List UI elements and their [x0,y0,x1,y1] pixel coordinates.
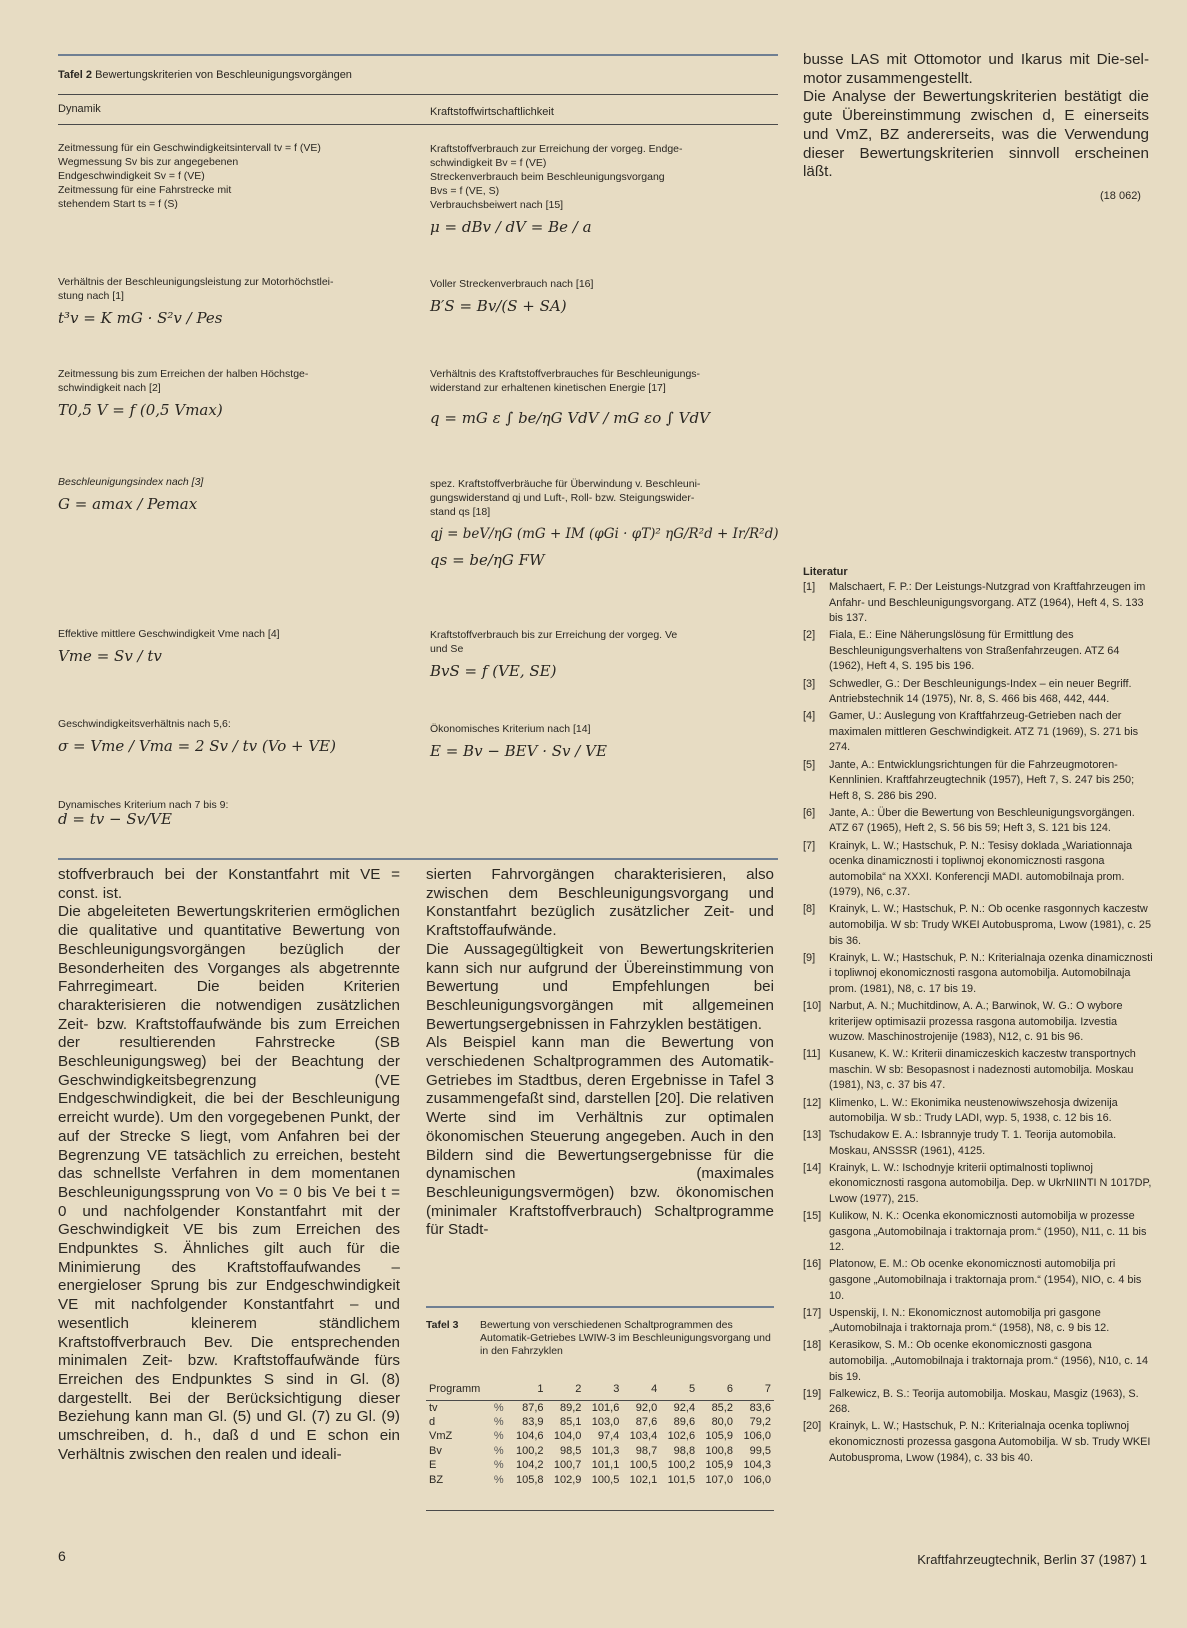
tafel2-right-formula-4b: qs = be/ηG FW [430,551,545,569]
literatur-text: Krainyk, L. W.; Hastschuk, P. N.: Ob ocenke rasgonnych kaczestw automobilja. W sb: Trudy WKEI Autobusproma, Lwow (1981), c. 25 bis 36. [829,903,1152,947]
tafel2-label: Tafel 2 [58,69,93,81]
literatur-number: [2] [803,629,816,642]
tafel2-caption [58,69,352,81]
tafel3-cell: 89,6 [673,1415,696,1428]
literatur-item [803,1047,1153,1094]
tafel3-cell: 83,9 [522,1415,544,1428]
tafel2-left-text-7: Dynamisches Kriterium nach 7 bis 9: [58,799,229,811]
tafel2-bottom-rule [58,858,778,860]
literatur-number: [16] [803,1258,822,1271]
tafel2-left-text-3: Zeitmessung bis zum Erreichen der halben Höchstge- schwindigkeit nach [2] [58,368,309,394]
literatur-text: Jante, A.: Über die Bewertung von Beschleunigungsvorgängen. ATZ 67 (1965), Heft 2, S. 56 bis 59; Heft 3, S. 121 bis 124. [829,806,1135,835]
tafel3-cell: 100,7 [553,1459,582,1472]
tafel3-cell: E [429,1459,437,1472]
col3-top-text [803,51,1149,182]
literatur-number: [10] [803,999,822,1012]
tafel2-left-cell-4 [58,475,388,511]
tafel3-cell: d [429,1415,436,1428]
page-number: 6 [58,1548,66,1564]
tafel3-cell: Bv [429,1444,442,1457]
literatur-text: Krainyk, L. W.; Hastschuk, P. N.: Kriterialnaja ocenka topliwnoj ekonomicznosti prozessa gasgona Automobilja. W sb. Trudy WKEI Autobusproma, Lwow (1984), c. 33 bis 40. [829,1420,1151,1464]
literatur-item [803,758,1153,805]
tafel3-cell: 85,2 [711,1401,733,1414]
tafel3-cell: VmZ [429,1430,453,1443]
literatur-number: [15] [803,1210,822,1223]
literatur-item [803,1338,1153,1385]
tafel2-left-cell-3 [58,367,388,417]
tafel3-cell: 83,6 [749,1401,771,1414]
literatur-item [803,839,1153,901]
col1-para-1: stoffverbrauch bei der Konstantfahrt mit VE = const. ist. [58,866,400,902]
tafel2-left-formula-3: T0,5 V = f (0,5 Vmax) [58,401,223,419]
literatur-item [803,806,1153,837]
literatur-number: [20] [803,1420,822,1433]
literatur-number: [12] [803,1096,822,1109]
tafel2-right-cell-2 [430,277,770,313]
tafel3-cell: 100,5 [629,1459,658,1472]
literatur-item [803,1161,1153,1208]
tafel3-row [426,1415,774,1430]
literatur-item [803,999,1153,1046]
tafel3-cell: BZ [429,1473,444,1486]
tafel3-cell: 101,1 [591,1459,620,1472]
tafel3-cell: 101,5 [667,1473,696,1486]
tafel2-left-text-1: Zeitmessung für ein Geschwindigkeitsintervall tv = f (VE) Wegmessung Sv bis zur angegebenen Endgeschwindigkeit Sv = f (VE) Zeitmessung für eine Fahrstrecke mit stehendem Start ts = f (S) [58,142,321,210]
col1-para-2: Die abgeleiteten Bewertungskriterien ermöglichen die qualitative und quantitative Bewertung von Beschleunigungsvorgängen bezüglich der Besonderheiten des Vorganges als abgetrennte Fahrregimeart. Die beiden Kriterien charakterisieren die notwendigen zusätzlichen Zeit- bzw. Kraftstoffaufwände bis zum Erreichen der resultierenden Fahrstrecke (SB Beschleunigungsweg) bei der Beachtung der Geschwindigkeitsbegrenzung (VE Endgeschwindigkeit, die bei der Beschleunigung erreicht wurde). Um den vorgegebenen Punkt, der auf der Strecke S liegt, vom Anfahren bei der Begrenzung VE tatsächlich zu erreichen, besteht das schnellste Verfahren in dem momentanen Beschleunigungssprung von Vo = 0 bis Ve bei t = 0 und nachfolgender Konstantfahrt mit der Geschwindigkeit VE bis zum Erreichen des Endpunktes S. Ähnliches gilt auch für die Minimierung des Kraftstoffaufwandes – energieloser Sprung bis zur Endgeschwindigkeit VE mit nachfolgender Konstantfahrt – und wesentlich kleinerem ständlichem Kraftstoffverbrauch Bev. Die entsprechenden minimalen Zeit- bzw. Kraftstoffaufwände fürs Erreichen des Endpunktes S sind in Gl. (8) dargestellt. Bei der Berücksichtigung dieser Beziehung kann man Gl. (5) und Gl. (7) zu Gl. (9) umschreiben, d. h., daß d und E schon ein Verhältnis zwischen den realen und ideali- [58,903,400,1463]
col2-para-1: sierten Fahrvorgängen charakterisieren, also zwischen dem Beschleunigungsvorgang und Konstantfahrt bezüglich zusätzlicher Zeit- und Kraftstoffaufwände. [426,866,774,940]
literatur-number: [18] [803,1339,822,1352]
tafel2-right-text-5: Kraftstoffverbrauch bis zur Erreichung der vorgeg. Ve und Se [430,629,678,655]
tafel2-right-text-1: Kraftstoffverbrauch zur Erreichung der vorgeg. Endge- schwindigkeit Bv = f (VE) Streckenverbrauch beim Beschleunigungsvorgang Bvs = f (VE, S) Verbrauchsbeiwert nach [15] [430,143,683,211]
tafel2-left-cell-6 [58,717,388,753]
tafel3-cell: 92,0 [635,1401,658,1414]
literatur-title: Literatur [803,566,848,578]
tafel3-h4: 3 [613,1382,620,1395]
tafel3-cell: 102,6 [667,1430,696,1443]
literatur-text: Gamer, U.: Auslegung von Kraftfahrzeug-Getrieben nach der maximalen mittleren Geschwindigkeit. ATZ 71 (1969), S. 271 bis 274. [829,710,1139,754]
tafel3-cell: 100,5 [591,1473,620,1486]
tafel2-left-formula-7: d = tv − Sv/VE [58,810,172,828]
literatur-text: Kerasikow, S. M.: Ob ocenke ekonomicznosti gasgona automobilja. „Automobilnaja i traktornaja prom.“ (1956), N10, c. 14 bis 19. [829,1339,1149,1383]
tafel3-cell: 102,9 [553,1473,582,1486]
tafel3-row [426,1444,774,1459]
literatur-number: [14] [803,1161,822,1174]
literatur-number: [6] [803,806,816,819]
tafel3-cell: 89,2 [560,1401,582,1414]
tafel3-cell: 101,3 [591,1444,620,1457]
tafel3-cell: 105,9 [705,1430,733,1443]
literatur-item [803,1128,1153,1159]
literatur-text: Kusanew, K. W.: Kriterii dinamiczeskich kaczestw transportnych maschin. W sb: Besopasnost i nadeznosti automobilja. Moskau (1981), N3, c. 37 bis 47. [829,1048,1136,1092]
tafel3-h2: 1 [537,1382,544,1395]
literatur-item [803,709,1153,756]
tafel2-left-cell-5 [58,627,388,663]
tafel3-h1 [491,1378,509,1400]
tafel3-bottom-rule [426,1510,774,1511]
tafel2-left-text-4: Beschleunigungsindex nach [3] [58,476,204,488]
tafel3-cell: 106,0 [743,1430,771,1443]
tafel2-left-cell-2 [58,275,388,325]
tafel3-cell: 104,2 [516,1459,544,1472]
tafel2-right-cell-4 [430,477,779,569]
tafel3-h6: 5 [688,1382,696,1395]
journal-footer: Kraftfahrzeugtechnik, Berlin 37 (1987) 1 [917,1552,1147,1567]
literatur-text: Kulikow, N. K.: Ocenka ekonomicznosti automobilja w prozesse gasgona „Automobilnaja i traktornaja prom.“ (1950), N11, c. 11 bis 12. [829,1210,1147,1254]
col3-para-1: busse LAS mit Ottomotor und Ikarus mit Die-selmotor zusammengestellt. [803,51,1149,87]
tafel2-subheader-rule [58,124,778,125]
literatur-item [803,580,1153,627]
tafel2-right-text-2: Voller Streckenverbrauch nach [16] [430,278,594,290]
literatur-number: [13] [803,1129,822,1142]
tafel2-head-kraftstoff: Kraftstoffwirtschaftlichkeit [430,106,554,118]
tafel3-cell: 105,9 [705,1459,733,1472]
literatur-text: Platonow, E. M.: Ob ocenke ekonomicznosti automobilja pri gasgone „Automobilnaja i traktornaja prom.“ (1954), NIO, c. 4 bis 10. [829,1258,1142,1302]
tafel3-cell: 87,6 [522,1401,544,1414]
tafel2-left-text-2: Verhältnis der Beschleunigungsleistung zur Motorhöchstlei- stung nach [1] [58,276,334,302]
literatur-item [803,628,1153,675]
tafel3-cell: 98,5 [560,1444,582,1457]
literatur-text: Narbut, A. N.; Muchitdinow, A. A.; Barwinok, W. G.: O wybore kriterijew optimisazii prozessa rasgona automobilja. Izvestia wuzow. Maschinostrojenije (1983), N12, c. 91 bis 96. [829,999,1123,1044]
literatur-number: [8] [803,903,816,916]
tafel2-header-rule [58,94,778,95]
literatur-text: Krainyk, L. W.; Hastschuk, P. N.: Tesisy doklada „Wariationnaja ocenka dinamicznosti i topliwnoj ekonomicznosti rasgona automobila“ na XXXI. Konferencji MADI. automobilnaja prom. (1979), N6, c.37. [829,839,1133,899]
tafel3-cell: % [493,1473,504,1486]
tafel3-cell: tv [429,1401,438,1414]
tafel3-row [426,1458,774,1473]
tafel3-cell: 100,2 [516,1444,544,1457]
tafel3-cell: 79,2 [749,1415,771,1428]
tafel3-top-rule [426,1306,774,1308]
literatur-text: Fiala, E.: Eine Näherungslösung für Ermittlung des Beschleunigungsverhaltens von Straßenfahrzeugen. ATZ 64 (1962), Heft 4, S. 195 bis 196. [829,629,1120,673]
tafel2-left-cell-1 [58,141,388,211]
tafel3-cell: 106,0 [743,1473,771,1486]
tafel3-header-row [426,1378,774,1400]
tafel2-right-text-6: Ökonomisches Kriterium nach [14] [430,723,591,735]
literatur-text: Krainyk, L. W.; Hastschuk, P. N.: Kriterialnaja ozenka dinamicznosti i topliwnoj ekonomicznosti rasgona automobilja. Automobilnaja prom. (1981), N8, c. 17 bis 19. [829,951,1153,995]
literatur-item [803,1419,1153,1466]
literatur-text: Tschudakow E. A.: Isbrannyje trudy T. 1. Teorija automobila. Moskau, ANSSSR (1961), 4125. [829,1129,1117,1157]
article-code: (18 062) [1100,190,1141,202]
literatur-item [803,1096,1153,1127]
tafel2-left-formula-5: Vme = Sv / tv [58,647,162,665]
tafel2-left-text-6: Geschwindigkeitsverhältnis nach 5,6: [58,718,231,730]
tafel2-right-cell-5 [430,628,770,678]
tafel2-title: Bewertungskriterien von Beschleunigungsvorgängen [95,69,352,81]
tafel2-left-formula-4: G = amax / Pemax [58,495,198,513]
tafel2-right-formula-2: B′S = Bv/(S + SA) [430,297,567,315]
literatur-text: Krainyk, L. W.: Ischodnyje kriterii optimalnosti topliwnoj ekonomicznosti rasgona automobilja. Dep. w UkrNIINTI N 1017DP, Lwow (1977), 215. [829,1161,1152,1206]
tafel2-right-formula-4: qj = beV/ηG (mG + IM (φGi · φT)² ηG/R²d + Ir/R²d) [430,526,779,542]
tafel3-table [426,1378,774,1487]
col2-para-3: Als Beispiel kann man die Bewertung von verschiedenen Schaltprogrammen des Automatik-Getriebes im Stadtbus, deren Ergebnisse in Tafel 3 zusammengefaßt sind, darstellen [20]. Die relativen Werte sind im Verhältnis zur optimalen ökonomischen Steuerung angegeben. Auch in den Bildern sind die Bewertungsergebnisse für die dynamischen (maximales Beschleunigungsvermögen) bzw. ökonomischen (minimaler Kraftstoffverbrauch) Schaltprogramme für Stadt- [426,1034,774,1239]
tafel2-left-formula-2: t³v = K mG · S²v / Pes [58,309,223,327]
literatur-number: [5] [803,758,816,771]
tafel3-cell: 92,4 [673,1401,696,1414]
body-col1 [58,866,400,1465]
literatur-item [803,677,1153,708]
tafel3-cell: 105,8 [516,1473,544,1486]
tafel3-cell: 97,4 [597,1430,620,1443]
literatur-item [803,1387,1153,1418]
tafel3-cell: 101,6 [591,1401,620,1414]
tafel3-cell: % [493,1415,504,1428]
literatur-number: [11] [803,1048,821,1061]
body-col2 [426,866,774,1240]
tafel2-right-cell-3 [430,367,770,425]
tafel3-cell: % [493,1401,504,1414]
tafel3-cell: % [493,1444,504,1457]
tafel3-row [426,1473,774,1488]
tafel2-left-cell-7 [58,798,388,826]
literatur-text: Schwedler, G.: Der Beschleunigungs-Index – ein neuer Begriff. Antriebstechnik 14 (1975), Nr. 8, S. 466 bis 468, 442, 444. [829,677,1132,706]
tafel3-cell: 80,0 [711,1415,733,1428]
tafel3-row [426,1429,774,1444]
literatur-item [803,1257,1153,1304]
tafel3-cell: 107,0 [705,1473,733,1486]
tafel3-cell: 87,6 [635,1415,658,1428]
literatur-item [803,1306,1153,1337]
tafel3-h8: 7 [764,1382,771,1395]
tafel2-right-formula-3: q = mG ε ∫ be/ηG VdV / mG εo ∫ VdV [430,409,710,427]
tafel2-right-text-4: spez. Kraftstoffverbräuche für Überwindung v. Beschleuni- gungswiderstand qj und Luft-, Roll- bzw. Steigungswider- stand qs [18] [430,478,701,518]
literatur-number: [7] [803,839,816,852]
tafel3-cell: 98,8 [673,1444,696,1457]
tafel2-right-cell-1 [430,142,770,234]
literatur-number: [9] [803,951,816,964]
tafel3-h0: Programm [429,1382,481,1395]
literatur-number: [17] [803,1306,822,1319]
tafel3-cell: 104,6 [516,1430,544,1443]
tafel3-cell: 85,1 [560,1415,582,1428]
tafel2-head-dynamik: Dynamik [58,103,101,115]
tafel3-cell: % [493,1459,504,1472]
tafel2-left-formula-6: σ = Vme / Vma = 2 Sv / tv (Vo + VE) [58,737,336,755]
literatur-number: [19] [803,1387,822,1400]
tafel2-right-text-3: Verhältnis des Kraftstoffverbrauches für Beschleunigungs- widerstand zur erhaltenen kinetischen Energie [17] [430,368,701,394]
literatur-item [803,1209,1153,1256]
literatur-number: [3] [803,677,816,690]
literatur-item [803,902,1153,949]
tafel2-right-formula-5: BvS = f (VE, SE) [430,662,557,680]
literatur-text: Klimenko, L. W.: Ekonimika neustenowiwszehosja dwizenija automobilja. W sb.: Trudy LADI, wyp. 5, 1938, c. 12 bis 16. [829,1096,1118,1125]
tafel2-right-formula-1: μ = dBv / dV = Be / a [430,218,592,236]
tafel3-h5: 4 [651,1382,658,1395]
tafel3-cell: 98,7 [635,1444,658,1457]
tafel3-cell: 99,5 [749,1444,771,1457]
literatur-number: [1] [803,581,816,593]
literatur-text: Malschaert, F. P.: Der Leistungs-Nutzgrad von Kraftfahrzeugen im Anfahr- und Beschleunigungsvorgang. ATZ (1964), Heft 4, S. 133 bis 137. [829,581,1146,625]
tafel3-cell: 103,4 [629,1430,658,1443]
literatur-list [803,580,1153,1468]
tafel3-h7: 6 [726,1382,733,1395]
tafel3-h3: 2 [575,1382,582,1395]
tafel2-left-text-5: Effektive mittlere Geschwindigkeit Vme nach [4] [58,628,280,640]
tafel3-caption [426,1319,774,1358]
tafel3-cell: 100,8 [705,1444,733,1457]
tafel3-title: Bewertung von verschiedenen Schaltprogrammen des Automatik-Getriebes LWIW-3 im Beschleunigungsvorgang und in den Fahrzyklen [480,1319,771,1357]
tafel2-right-formula-6: E = Bv − BEV · Sv / VE [430,742,607,760]
tafel3-cell: 104,0 [553,1430,582,1443]
literatur-number: [4] [803,710,816,723]
col3-para-2: Die Analyse der Bewertungskriterien bestätigt die gute Übereinstimmung zwischen d, E einerseits und VmZ, BZ andererseits, was die Verwendung dieser Bewertungskriterien sinnvoll erscheinen läßt. [803,88,1149,181]
tafel3-cell: 102,1 [629,1473,658,1486]
tafel3-cell: 100,2 [667,1459,696,1472]
tafel2-right-cell-6 [430,722,770,758]
tafel3-cell: % [493,1430,504,1443]
literatur-item [803,951,1153,998]
tafel3-cell: 104,3 [743,1459,771,1472]
top-rule [58,54,778,56]
tafel3-label: Tafel 3 [426,1319,459,1331]
col2-para-2: Die Aussagegültigkeit von Bewertungskriterien kann sich nur aufgrund der Übereinstimmung von Bewertung und Empfehlungen bei Beschleunigungsvorgängen mit allgemeinen Bewertungsergebnissen in Fahrzyklen bestätigen. [426,940,774,1033]
literatur-text: Uspenskij, I. N.: Ekonomicznost automobilja pri gasgone „Automobilnaja i traktornaja prom.“ (1958), N8, c. 9 bis 12. [829,1306,1110,1335]
literatur-text: Jante, A.: Entwicklungsrichtungen für die Fahrzeugmotoren-Kennlinien. Kraftfahrzeugtechnik (1957), Heft 7, S. 247 bis 250; Heft 8, S. 286 bis 290. [829,758,1135,802]
tafel3-cell: 103,0 [591,1415,620,1428]
literatur-text: Falkewicz, B. S.: Teorija automobilja. Moskau, Masgiz (1963), S. 268. [829,1387,1139,1416]
tafel3-row [426,1400,774,1415]
